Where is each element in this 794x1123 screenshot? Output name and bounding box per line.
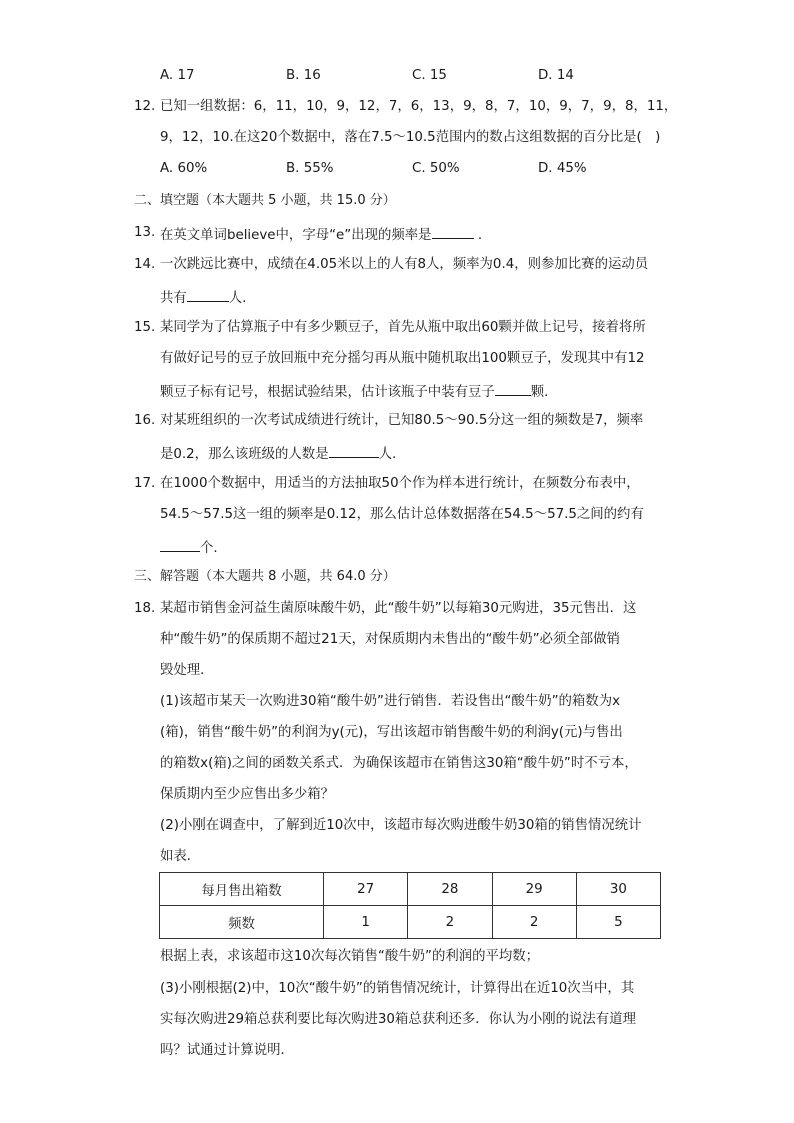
q14-answer-blank[interactable] — [187, 287, 229, 302]
q17-text-2: 54.5～57.5这一组的频率是0.12，那么估计总体数据落在54.5～57.5之间的约有 — [160, 507, 644, 522]
q13-text — [160, 224, 482, 245]
q11-option-b[interactable]: B. 16 — [286, 68, 321, 83]
q18-part2-text-2: 如表． — [160, 849, 201, 864]
q15-text-3a: 颗豆子标有记号，根据试验结果，估计该瓶子中装有豆子 — [160, 385, 495, 400]
q14-text-2b: 人. — [228, 291, 247, 306]
q11-option-a[interactable]: A. 17 — [160, 68, 195, 83]
q15-text-3b: 颗. — [530, 385, 549, 400]
q16-text-2b: 人. — [378, 447, 397, 462]
q13-answer-blank[interactable] — [432, 224, 474, 239]
q13-text-a: 在英文单词believe中，字母“e”出现的频率是 — [160, 228, 432, 243]
q18-text-1: 某超市销售金河益生菌原味酸牛奶，此“酸牛奶”以每箱30元购进，35元售出．这 — [160, 601, 637, 616]
q14-text-2a: 共有 — [160, 291, 187, 306]
table-cell: 频数 — [160, 906, 324, 939]
q16-text-2 — [160, 443, 396, 464]
q18-part1-text-4: 保质期内至少应售出多少箱？ — [160, 787, 335, 802]
q18-part1-text-2: (箱)，销售“酸牛奶”的利润为y(元)，写出该超市销售酸牛奶的利润y(元)与售出 — [160, 725, 623, 740]
q18-part2-text-1: (2)小刚在调查中，了解到近10次中，该超市每次购进酸牛奶30箱的销售情况统计 — [160, 818, 642, 833]
section-answer-title: 三、解答题（本大题共 8 小题，共 64.0 分） — [134, 569, 396, 584]
q14-number: 14. — [134, 257, 156, 272]
q12-option-a[interactable]: A. 60% — [160, 161, 208, 176]
q18-part3-text-1: (3)小刚根据(2)中，10次“酸牛奶”的销售情况统计，计算得出在近10次当中，其 — [160, 981, 635, 996]
table-cell: 29 — [492, 873, 576, 906]
q12-text-2: 9，12，10.在这20个数据中，落在7.5～10.5范围内的数占这组数据的百分比是( ) — [160, 130, 661, 145]
q15-text-3 — [160, 381, 548, 402]
table-cell: 30 — [576, 873, 660, 906]
q16-text-2a: 是0.2，那么该班级的人数是 — [160, 447, 329, 462]
q18-part1-text-1: (1)该超市某天一次购进30箱“酸牛奶”进行销售．若设售出“酸牛奶”的箱数为x — [160, 694, 621, 709]
q12-option-b[interactable]: B. 55% — [286, 161, 334, 176]
q18-number: 18. — [134, 601, 156, 616]
table-cell: 1 — [324, 906, 408, 939]
q12-number: 12. — [134, 99, 156, 114]
table-row — [160, 906, 661, 939]
section-fill-in-title: 二、填空题（本大题共 5 小题，共 15.0 分） — [134, 193, 396, 208]
table-cell: 2 — [408, 906, 492, 939]
table-row — [160, 873, 661, 906]
q16-number: 16. — [134, 413, 156, 428]
table-cell: 2 — [492, 906, 576, 939]
table-cell: 5 — [576, 906, 660, 939]
q17-text-1: 在1000个数据中，用适当的方法抽取50个作为样本进行统计，在频数分布表中， — [160, 476, 640, 491]
table-cell: 27 — [324, 873, 408, 906]
sales-frequency-table — [159, 872, 661, 939]
q17-text-3 — [160, 537, 218, 558]
table-cell: 每月售出箱数 — [160, 873, 324, 906]
q17-text-3b: 个. — [200, 541, 218, 556]
q13-number: 13. — [134, 225, 156, 240]
q18-part3-text-2: 实每次购进29箱总获利要比每次购进30箱总获利还多．你认为小刚的说法有道理 — [160, 1012, 636, 1027]
q15-text-1: 某同学为了估算瓶子中有多少颗豆子，首先从瓶中取出60颗并做上记号，接着将所 — [160, 320, 646, 335]
table-cell: 28 — [408, 873, 492, 906]
q12-text-1: 已知一组数据：6，11，10，9，12，7，6，13，9，8，7，10，9，7，9，8，11， — [160, 99, 678, 114]
q15-answer-blank[interactable] — [495, 381, 531, 396]
q16-answer-blank[interactable] — [329, 443, 379, 458]
q11-option-d[interactable]: D. 14 — [538, 68, 574, 83]
q14-text-1: 一次跳远比赛中，成绩在4.05米以上的人有8人，频率为0.4，则参加比赛的运动员 — [160, 257, 649, 272]
q11-option-c[interactable]: C. 15 — [412, 68, 447, 83]
q18-part2-text-3: 根据上表，求该超市这10次每次销售“酸牛奶”的利润的平均数； — [160, 949, 540, 964]
q18-part3-text-3: 吗？试通过计算说明． — [160, 1043, 294, 1058]
q12-option-c[interactable]: C. 50% — [412, 161, 460, 176]
q13-text-b: . — [473, 228, 483, 243]
q18-text-3: 毁处理． — [160, 663, 214, 678]
q16-text-1: 对某班组织的一次考试成绩进行统计，已知80.5～90.5分这一组的频数是7，频率 — [160, 413, 644, 428]
q15-text-2: 有做好记号的豆子放回瓶中充分摇匀再从瓶中随机取出100颗豆子，发现其中有12 — [160, 351, 645, 366]
q15-number: 15. — [134, 320, 156, 335]
q17-answer-blank[interactable] — [160, 537, 200, 552]
q17-number: 17. — [134, 476, 156, 491]
q18-text-2: 种“酸牛奶”的保质期不超过21天，对保质期内未售出的“酸牛奶”必须全部做销 — [160, 632, 620, 647]
q12-option-d[interactable]: D. 45% — [538, 161, 587, 176]
q18-part1-text-3: 的箱数x(箱)之间的函数关系式．为确保该超市在销售这30箱“酸牛奶”时不亏本， — [160, 756, 638, 771]
q14-text-2 — [160, 287, 246, 308]
